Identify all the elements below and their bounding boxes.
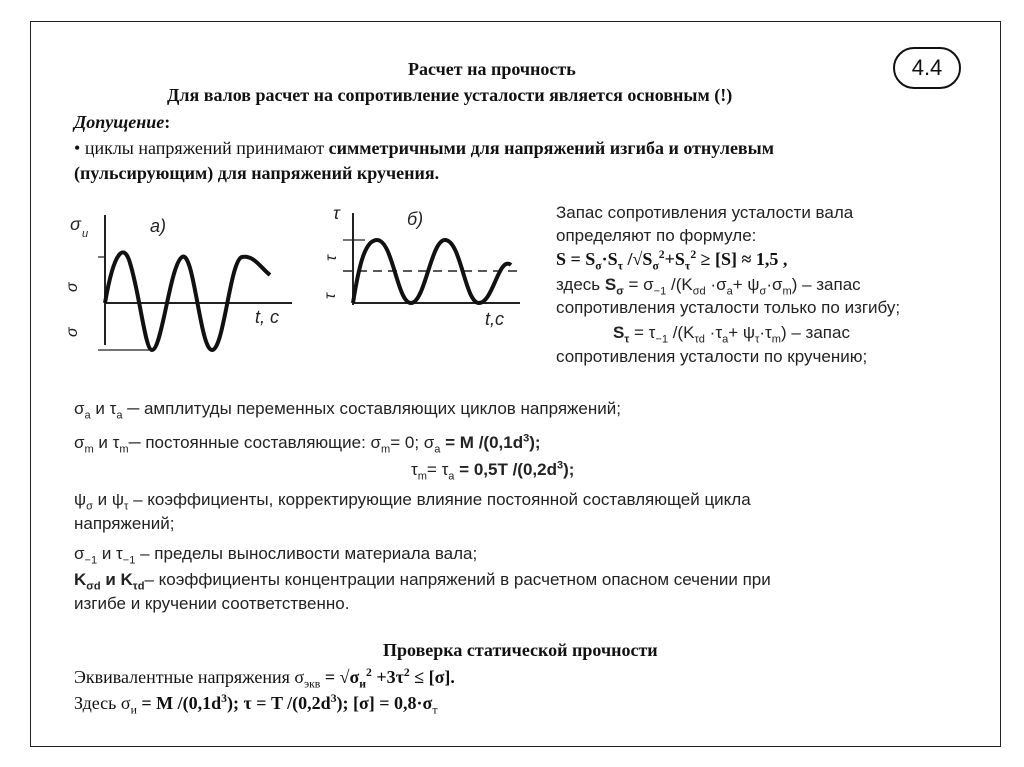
def-concentration: $K_{\sigma d}$ и $K_{\tau d}-$ коэффициенты концентрации напряжений в расчетном опасном сечении при: [74, 570, 771, 593]
assumption-text: • циклы напряжений принимают симметричными для напряжений изгиба и отнулевым: [74, 138, 774, 158]
torsion-safety-line: $S_\tau = \tau_{-1}$ $/(K_{\tau d} \cdot\tau_a+ \psi_\tau\cdot\tau_m)$ – запас: [613, 323, 850, 346]
x-axis-label: t,c: [485, 309, 505, 329]
y-axis-label: τ: [333, 205, 340, 223]
formula-intro-1: Запас сопротивления усталости вала: [556, 203, 854, 222]
static-heading: Проверка статической прочности: [383, 640, 658, 660]
def-mean: $\sigma_m$ и $\tau_m─$ постоянные составляющие: $\sigma_m= 0$; $\sigma_a = M$ $/(0,1d^3)$;: [74, 432, 541, 456]
x-axis-label: t, c: [255, 307, 280, 327]
def-psi: $\psi_\sigma$ и $\psi_\tau$ – коэффициенты, корректирующие влияние постоянной составляющей цикла: [74, 490, 751, 513]
assumption-text-cont: (пульсирующим) для напряжений кручения.: [74, 163, 440, 183]
graph-b-label: б): [407, 209, 424, 229]
document-page: [30, 21, 1001, 747]
equivalent-stress: Эквивалентные напряжения $\sigma_{экв} = √\sigma_и^2 +3\tau^2 \le [\sigma]$.: [74, 666, 455, 691]
mean-label: τ: [322, 293, 339, 299]
torsion-safety-desc: сопротивления усталости по кручению;: [556, 347, 868, 366]
safety-factor-formula: $S = S_\sigma\cdot S_\tau$ $/√S_\sigma^2+S_\tau^2 \ge [S] \approx 1,5$ ,: [556, 248, 788, 273]
y-axis-label: σ: [70, 214, 81, 234]
def-limits: $\sigma_{-1}$ и $\tau_{-1}$ – пределы выносливости материала вала;: [74, 544, 478, 567]
page-title: Расчет на прочность: [408, 59, 576, 79]
def-concentration-cont: изгибе и кручении соответственно.: [74, 594, 350, 613]
amp-label: τ: [323, 255, 340, 261]
sine-curve: [105, 252, 270, 350]
formula-intro-2: определяют по формуле:: [556, 226, 757, 245]
amp-bottom-label: σ: [64, 327, 81, 337]
def-psi-cont: напряжений;: [74, 514, 175, 533]
y-axis-sub: и: [82, 228, 89, 240]
def-tau-mean: $\tau_m= \tau_a = 0,5T$ $/(0,2d^3)$;: [411, 459, 575, 483]
bending-safety-line: здесь $S_\sigma = \sigma_{-1}$ $/(K_{\sigma d} \cdot\sigma_a+ \psi_\sigma\cdot\sigma_m)$ – запас: [556, 275, 861, 298]
bending-stress-graph: [60, 205, 310, 365]
page-subtitle: Для валов расчет на сопротивление усталости является основным (!): [167, 85, 733, 105]
slide-number-badge: 4.4: [893, 47, 961, 89]
torsion-stress-graph: [315, 205, 535, 335]
static-definitions: Здесь $\sigma_и = M$ $/(0,1d^3)$; τ = T $/(0,2d^3)$; $[\sigma] = 0,8\cdot\sigma_т$: [74, 692, 438, 717]
graph-a-label: а): [150, 216, 167, 236]
bending-safety-desc: сопротивления усталости только по изгибу;: [556, 298, 901, 317]
amp-top-label: σ: [64, 282, 81, 292]
assumption-heading: Допущение:: [74, 112, 171, 132]
def-amplitudes: $\sigma_a$ и $\tau_a$ ─ амплитуды переменных составляющих циклов напряжений;: [74, 399, 621, 422]
